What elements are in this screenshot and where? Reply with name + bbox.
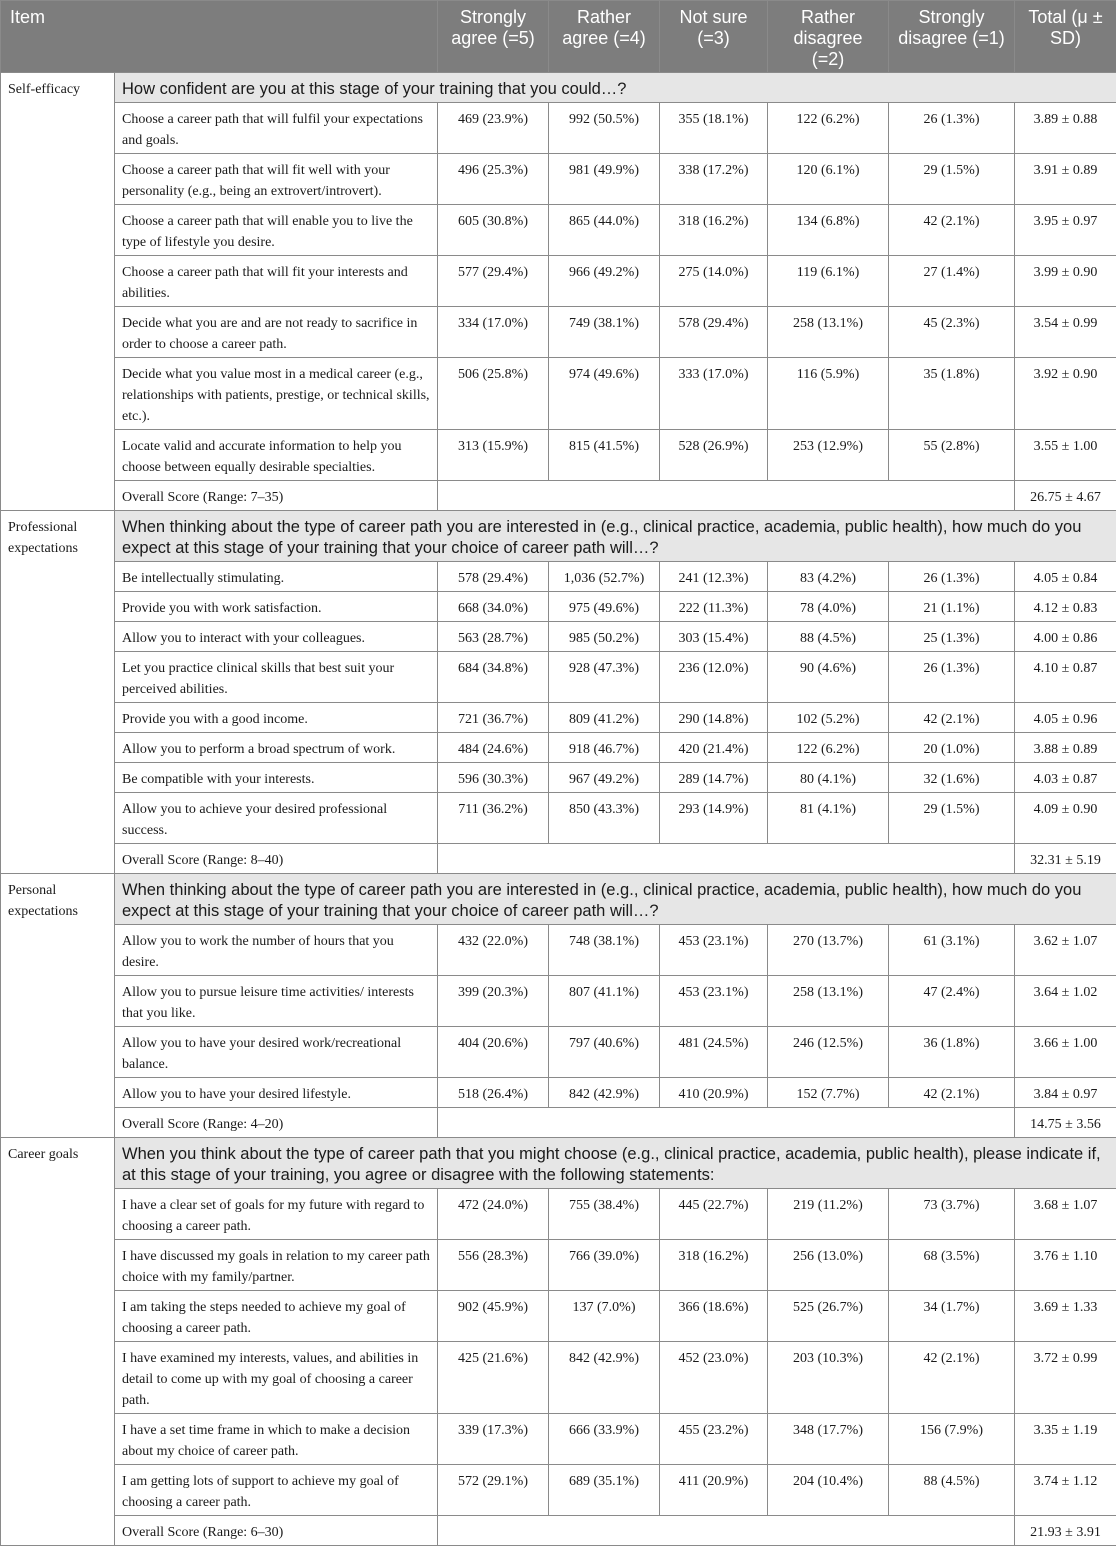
item-total: 3.95 ± 0.97 <box>1015 205 1116 256</box>
response-count-sa: 334 (17.0%) <box>438 307 549 358</box>
item-total: 4.05 ± 0.96 <box>1015 703 1116 733</box>
item-text: Allow you to achieve your desired professional success. <box>115 793 438 844</box>
response-count-ra: 966 (49.2%) <box>549 256 660 307</box>
response-count-ra: 755 (38.4%) <box>549 1189 660 1240</box>
table-row <box>1 358 1116 430</box>
response-count-sd: 42 (2.1%) <box>889 1078 1015 1108</box>
table-row <box>1 976 1116 1027</box>
response-count-sa: 404 (20.6%) <box>438 1027 549 1078</box>
response-count-sd: 156 (7.9%) <box>889 1414 1015 1465</box>
overall-score-blank <box>438 1108 1015 1138</box>
item-total: 3.74 ± 1.12 <box>1015 1465 1116 1516</box>
section-prompt-row <box>1 511 1116 562</box>
response-count-sa: 563 (28.7%) <box>438 622 549 652</box>
overall-score-row <box>1 1516 1116 1546</box>
item-text: Allow you to interact with your colleagues. <box>115 622 438 652</box>
overall-score-blank <box>438 1516 1015 1546</box>
item-text: Locate valid and accurate information to help you choose between equally desirable specialties. <box>115 430 438 481</box>
response-count-ns: 293 (14.9%) <box>660 793 768 844</box>
response-count-rd: 204 (10.4%) <box>768 1465 889 1516</box>
header-rather-agree: Rather agree (=4) <box>549 1 660 73</box>
response-count-ra: 842 (42.9%) <box>549 1078 660 1108</box>
response-count-ra: 748 (38.1%) <box>549 925 660 976</box>
response-count-rd: 270 (13.7%) <box>768 925 889 976</box>
response-count-ra: 918 (46.7%) <box>549 733 660 763</box>
response-count-rd: 116 (5.9%) <box>768 358 889 430</box>
item-text: Decide what you value most in a medical career (e.g., relationships with patients, prestige, or technical skills, etc.). <box>115 358 438 430</box>
response-count-ns: 411 (20.9%) <box>660 1465 768 1516</box>
response-count-ns: 528 (26.9%) <box>660 430 768 481</box>
response-count-ra: 807 (41.1%) <box>549 976 660 1027</box>
response-count-ra: 985 (50.2%) <box>549 622 660 652</box>
item-total: 4.12 ± 0.83 <box>1015 592 1116 622</box>
response-count-rd: 253 (12.9%) <box>768 430 889 481</box>
response-count-ra: 975 (49.6%) <box>549 592 660 622</box>
response-count-rd: 88 (4.5%) <box>768 622 889 652</box>
item-total: 4.05 ± 0.84 <box>1015 562 1116 592</box>
table-row <box>1 1189 1116 1240</box>
response-count-sa: 425 (21.6%) <box>438 1342 549 1414</box>
table-row <box>1 1291 1116 1342</box>
item-text: Choose a career path that will fit your interests and abilities. <box>115 256 438 307</box>
item-text: I have examined my interests, values, and abilities in detail to come up with my goal of choosing a career path. <box>115 1342 438 1414</box>
response-count-ns: 481 (24.5%) <box>660 1027 768 1078</box>
response-count-sa: 432 (22.0%) <box>438 925 549 976</box>
item-total: 3.69 ± 1.33 <box>1015 1291 1116 1342</box>
response-count-rd: 78 (4.0%) <box>768 592 889 622</box>
item-text: Allow you to perform a broad spectrum of work. <box>115 733 438 763</box>
table-row <box>1 154 1116 205</box>
response-count-sd: 26 (1.3%) <box>889 103 1015 154</box>
item-total: 3.91 ± 0.89 <box>1015 154 1116 205</box>
response-count-ns: 452 (23.0%) <box>660 1342 768 1414</box>
item-text: Provide you with work satisfaction. <box>115 592 438 622</box>
response-count-ns: 222 (11.3%) <box>660 592 768 622</box>
response-count-sd: 61 (3.1%) <box>889 925 1015 976</box>
overall-score-blank <box>438 481 1015 511</box>
overall-score-blank <box>438 844 1015 874</box>
response-count-ra: 928 (47.3%) <box>549 652 660 703</box>
response-count-sa: 339 (17.3%) <box>438 1414 549 1465</box>
response-count-sd: 26 (1.3%) <box>889 652 1015 703</box>
overall-score-total: 21.93 ± 3.91 <box>1015 1516 1116 1546</box>
item-total: 4.00 ± 0.86 <box>1015 622 1116 652</box>
overall-score-label: Overall Score (Range: 8–40) <box>115 844 438 874</box>
table-row <box>1 763 1116 793</box>
response-count-sd: 32 (1.6%) <box>889 763 1015 793</box>
response-count-sa: 556 (28.3%) <box>438 1240 549 1291</box>
overall-score-row <box>1 1108 1116 1138</box>
response-count-ra: 992 (50.5%) <box>549 103 660 154</box>
response-count-ns: 445 (22.7%) <box>660 1189 768 1240</box>
response-count-ra: 809 (41.2%) <box>549 703 660 733</box>
header-strongly-disagree: Strongly disagree (=1) <box>889 1 1015 73</box>
item-total: 3.68 ± 1.07 <box>1015 1189 1116 1240</box>
table-row <box>1 1414 1116 1465</box>
response-count-rd: 120 (6.1%) <box>768 154 889 205</box>
response-count-sd: 29 (1.5%) <box>889 154 1015 205</box>
item-text: I am taking the steps needed to achieve my goal of choosing a career path. <box>115 1291 438 1342</box>
overall-score-total: 14.75 ± 3.56 <box>1015 1108 1116 1138</box>
response-count-sa: 577 (29.4%) <box>438 256 549 307</box>
item-text: Choose a career path that will fit well with your personality (e.g., being an extrovert/introvert). <box>115 154 438 205</box>
response-count-rd: 119 (6.1%) <box>768 256 889 307</box>
response-count-sd: 35 (1.8%) <box>889 358 1015 430</box>
response-count-sd: 88 (4.5%) <box>889 1465 1015 1516</box>
response-count-sa: 596 (30.3%) <box>438 763 549 793</box>
response-count-ra: 766 (39.0%) <box>549 1240 660 1291</box>
response-count-ra: 1,036 (52.7%) <box>549 562 660 592</box>
table-row <box>1 307 1116 358</box>
item-text: Let you practice clinical skills that best suit your perceived abilities. <box>115 652 438 703</box>
header-row <box>1 1 1116 73</box>
item-total: 3.99 ± 0.90 <box>1015 256 1116 307</box>
item-text: Allow you to pursue leisure time activities/ interests that you like. <box>115 976 438 1027</box>
item-total: 3.84 ± 0.97 <box>1015 1078 1116 1108</box>
item-text: Allow you to work the number of hours that you desire. <box>115 925 438 976</box>
response-count-ns: 241 (12.3%) <box>660 562 768 592</box>
response-count-sd: 34 (1.7%) <box>889 1291 1015 1342</box>
response-count-ns: 236 (12.0%) <box>660 652 768 703</box>
table-row <box>1 793 1116 844</box>
response-count-rd: 348 (17.7%) <box>768 1414 889 1465</box>
table-row <box>1 592 1116 622</box>
table-row <box>1 652 1116 703</box>
overall-score-total: 32.31 ± 5.19 <box>1015 844 1116 874</box>
item-total: 4.03 ± 0.87 <box>1015 763 1116 793</box>
item-total: 3.35 ± 1.19 <box>1015 1414 1116 1465</box>
response-count-sa: 721 (36.7%) <box>438 703 549 733</box>
response-count-sd: 68 (3.5%) <box>889 1240 1015 1291</box>
response-count-sa: 578 (29.4%) <box>438 562 549 592</box>
response-count-ra: 850 (43.3%) <box>549 793 660 844</box>
overall-score-total: 26.75 ± 4.67 <box>1015 481 1116 511</box>
header-item: Item <box>1 1 438 73</box>
table-body <box>1 73 1116 1546</box>
item-total: 3.64 ± 1.02 <box>1015 976 1116 1027</box>
response-count-ra: 797 (40.6%) <box>549 1027 660 1078</box>
response-count-ns: 366 (18.6%) <box>660 1291 768 1342</box>
item-text: Be intellectually stimulating. <box>115 562 438 592</box>
response-count-sd: 25 (1.3%) <box>889 622 1015 652</box>
response-count-ra: 666 (33.9%) <box>549 1414 660 1465</box>
section-name: Career goals <box>1 1138 115 1546</box>
response-count-ns: 410 (20.9%) <box>660 1078 768 1108</box>
response-count-sa: 313 (15.9%) <box>438 430 549 481</box>
response-count-ns: 338 (17.2%) <box>660 154 768 205</box>
response-count-ra: 974 (49.6%) <box>549 358 660 430</box>
table-row <box>1 703 1116 733</box>
response-count-rd: 258 (13.1%) <box>768 976 889 1027</box>
response-count-sa: 711 (36.2%) <box>438 793 549 844</box>
overall-score-label: Overall Score (Range: 6–30) <box>115 1516 438 1546</box>
response-count-rd: 152 (7.7%) <box>768 1078 889 1108</box>
response-count-ns: 578 (29.4%) <box>660 307 768 358</box>
response-count-ns: 420 (21.4%) <box>660 733 768 763</box>
response-count-sa: 902 (45.9%) <box>438 1291 549 1342</box>
response-count-sd: 55 (2.8%) <box>889 430 1015 481</box>
response-count-sa: 506 (25.8%) <box>438 358 549 430</box>
response-count-ns: 333 (17.0%) <box>660 358 768 430</box>
response-count-sa: 472 (24.0%) <box>438 1189 549 1240</box>
response-count-sa: 518 (26.4%) <box>438 1078 549 1108</box>
item-text: Choose a career path that will fulfil your expectations and goals. <box>115 103 438 154</box>
response-count-ns: 455 (23.2%) <box>660 1414 768 1465</box>
overall-score-label: Overall Score (Range: 4–20) <box>115 1108 438 1138</box>
overall-score-label: Overall Score (Range: 7–35) <box>115 481 438 511</box>
overall-score-row <box>1 844 1116 874</box>
response-count-ns: 318 (16.2%) <box>660 205 768 256</box>
table-row <box>1 562 1116 592</box>
item-total: 3.72 ± 0.99 <box>1015 1342 1116 1414</box>
table-row <box>1 733 1116 763</box>
response-count-sa: 399 (20.3%) <box>438 976 549 1027</box>
response-count-ra: 842 (42.9%) <box>549 1342 660 1414</box>
table-row <box>1 1240 1116 1291</box>
item-text: Allow you to have your desired lifestyle. <box>115 1078 438 1108</box>
item-total: 3.76 ± 1.10 <box>1015 1240 1116 1291</box>
section-prompt: When thinking about the type of career path you are interested in (e.g., clinical practice, academia, public health), how much do you expect at this stage of your training that your choice of career path will…? <box>115 874 1116 925</box>
response-count-rd: 134 (6.8%) <box>768 205 889 256</box>
response-count-sd: 20 (1.0%) <box>889 733 1015 763</box>
overall-score-row <box>1 481 1116 511</box>
item-text: Decide what you are and are not ready to sacrifice in order to choose a career path. <box>115 307 438 358</box>
header-not-sure: Not sure (=3) <box>660 1 768 73</box>
section-prompt-row <box>1 874 1116 925</box>
table-row <box>1 1078 1116 1108</box>
response-count-rd: 83 (4.2%) <box>768 562 889 592</box>
item-text: Choose a career path that will enable you to live the type of lifestyle you desire. <box>115 205 438 256</box>
table-row <box>1 1465 1116 1516</box>
response-count-sd: 45 (2.3%) <box>889 307 1015 358</box>
section-prompt: When you think about the type of career path that you might choose (e.g., clinical practice, academia, public health), please indicate if, at this stage of your training, you agree or disagree with the following statements: <box>115 1138 1116 1189</box>
item-total: 3.92 ± 0.90 <box>1015 358 1116 430</box>
response-count-sd: 42 (2.1%) <box>889 205 1015 256</box>
item-total: 3.62 ± 1.07 <box>1015 925 1116 976</box>
header-rather-disagree: Rather disagree (=2) <box>768 1 889 73</box>
section-prompt: When thinking about the type of career path you are interested in (e.g., clinical practice, academia, public health), how much do you expect at this stage of your training that your choice of career path will…? <box>115 511 1116 562</box>
response-count-rd: 90 (4.6%) <box>768 652 889 703</box>
item-total: 4.09 ± 0.90 <box>1015 793 1116 844</box>
item-text: Be compatible with your interests. <box>115 763 438 793</box>
response-count-ra: 749 (38.1%) <box>549 307 660 358</box>
item-text: I have discussed my goals in relation to my career path choice with my family/partner. <box>115 1240 438 1291</box>
response-count-sa: 496 (25.3%) <box>438 154 549 205</box>
item-text: Provide you with a good income. <box>115 703 438 733</box>
response-count-ra: 967 (49.2%) <box>549 763 660 793</box>
response-count-rd: 203 (10.3%) <box>768 1342 889 1414</box>
response-count-ns: 289 (14.7%) <box>660 763 768 793</box>
section-prompt: How confident are you at this stage of your training that you could…? <box>115 73 1116 103</box>
item-total: 3.66 ± 1.00 <box>1015 1027 1116 1078</box>
response-count-rd: 102 (5.2%) <box>768 703 889 733</box>
section-name: Professional expectations <box>1 511 115 874</box>
response-count-rd: 80 (4.1%) <box>768 763 889 793</box>
table-row <box>1 622 1116 652</box>
item-text: I am getting lots of support to achieve my goal of choosing a career path. <box>115 1465 438 1516</box>
section-name: Self-efficacy <box>1 73 115 511</box>
response-count-sa: 484 (24.6%) <box>438 733 549 763</box>
table-row <box>1 256 1116 307</box>
response-count-sd: 26 (1.3%) <box>889 562 1015 592</box>
section-name: Personal expectations <box>1 874 115 1138</box>
response-count-ns: 275 (14.0%) <box>660 256 768 307</box>
item-total: 3.89 ± 0.88 <box>1015 103 1116 154</box>
response-count-rd: 122 (6.2%) <box>768 733 889 763</box>
response-count-ns: 453 (23.1%) <box>660 976 768 1027</box>
item-text: I have a set time frame in which to make a decision about my choice of career path. <box>115 1414 438 1465</box>
header-strongly-agree: Strongly agree (=5) <box>438 1 549 73</box>
response-count-ra: 981 (49.9%) <box>549 154 660 205</box>
response-count-sd: 36 (1.8%) <box>889 1027 1015 1078</box>
response-count-sd: 29 (1.5%) <box>889 793 1015 844</box>
table-row <box>1 205 1116 256</box>
response-count-ra: 865 (44.0%) <box>549 205 660 256</box>
table-row <box>1 1027 1116 1078</box>
response-count-sa: 684 (34.8%) <box>438 652 549 703</box>
table-row <box>1 925 1116 976</box>
response-count-ns: 355 (18.1%) <box>660 103 768 154</box>
header-total: Total (μ ± SD) <box>1015 1 1116 73</box>
table-row <box>1 103 1116 154</box>
response-count-ns: 290 (14.8%) <box>660 703 768 733</box>
response-count-sd: 42 (2.1%) <box>889 703 1015 733</box>
item-total: 4.10 ± 0.87 <box>1015 652 1116 703</box>
item-total: 3.55 ± 1.00 <box>1015 430 1116 481</box>
response-count-rd: 246 (12.5%) <box>768 1027 889 1078</box>
response-count-ra: 689 (35.1%) <box>549 1465 660 1516</box>
table-row <box>1 430 1116 481</box>
response-count-ra: 815 (41.5%) <box>549 430 660 481</box>
response-count-ns: 318 (16.2%) <box>660 1240 768 1291</box>
response-count-sd: 73 (3.7%) <box>889 1189 1015 1240</box>
response-count-sd: 21 (1.1%) <box>889 592 1015 622</box>
response-count-sa: 572 (29.1%) <box>438 1465 549 1516</box>
section-prompt-row <box>1 73 1116 103</box>
item-text: Allow you to have your desired work/recreational balance. <box>115 1027 438 1078</box>
response-count-rd: 219 (11.2%) <box>768 1189 889 1240</box>
response-count-rd: 525 (26.7%) <box>768 1291 889 1342</box>
section-prompt-row <box>1 1138 1116 1189</box>
response-count-ra: 137 (7.0%) <box>549 1291 660 1342</box>
response-count-ns: 303 (15.4%) <box>660 622 768 652</box>
response-count-sa: 668 (34.0%) <box>438 592 549 622</box>
response-count-sd: 42 (2.1%) <box>889 1342 1015 1414</box>
response-count-rd: 256 (13.0%) <box>768 1240 889 1291</box>
response-count-rd: 258 (13.1%) <box>768 307 889 358</box>
item-total: 3.54 ± 0.99 <box>1015 307 1116 358</box>
response-count-sa: 605 (30.8%) <box>438 205 549 256</box>
response-count-ns: 453 (23.1%) <box>660 925 768 976</box>
response-count-sd: 27 (1.4%) <box>889 256 1015 307</box>
response-count-sa: 469 (23.9%) <box>438 103 549 154</box>
item-total: 3.88 ± 0.89 <box>1015 733 1116 763</box>
response-count-sd: 47 (2.4%) <box>889 976 1015 1027</box>
response-count-rd: 81 (4.1%) <box>768 793 889 844</box>
table-row <box>1 1342 1116 1414</box>
response-count-rd: 122 (6.2%) <box>768 103 889 154</box>
item-text: I have a clear set of goals for my future with regard to choosing a career path. <box>115 1189 438 1240</box>
